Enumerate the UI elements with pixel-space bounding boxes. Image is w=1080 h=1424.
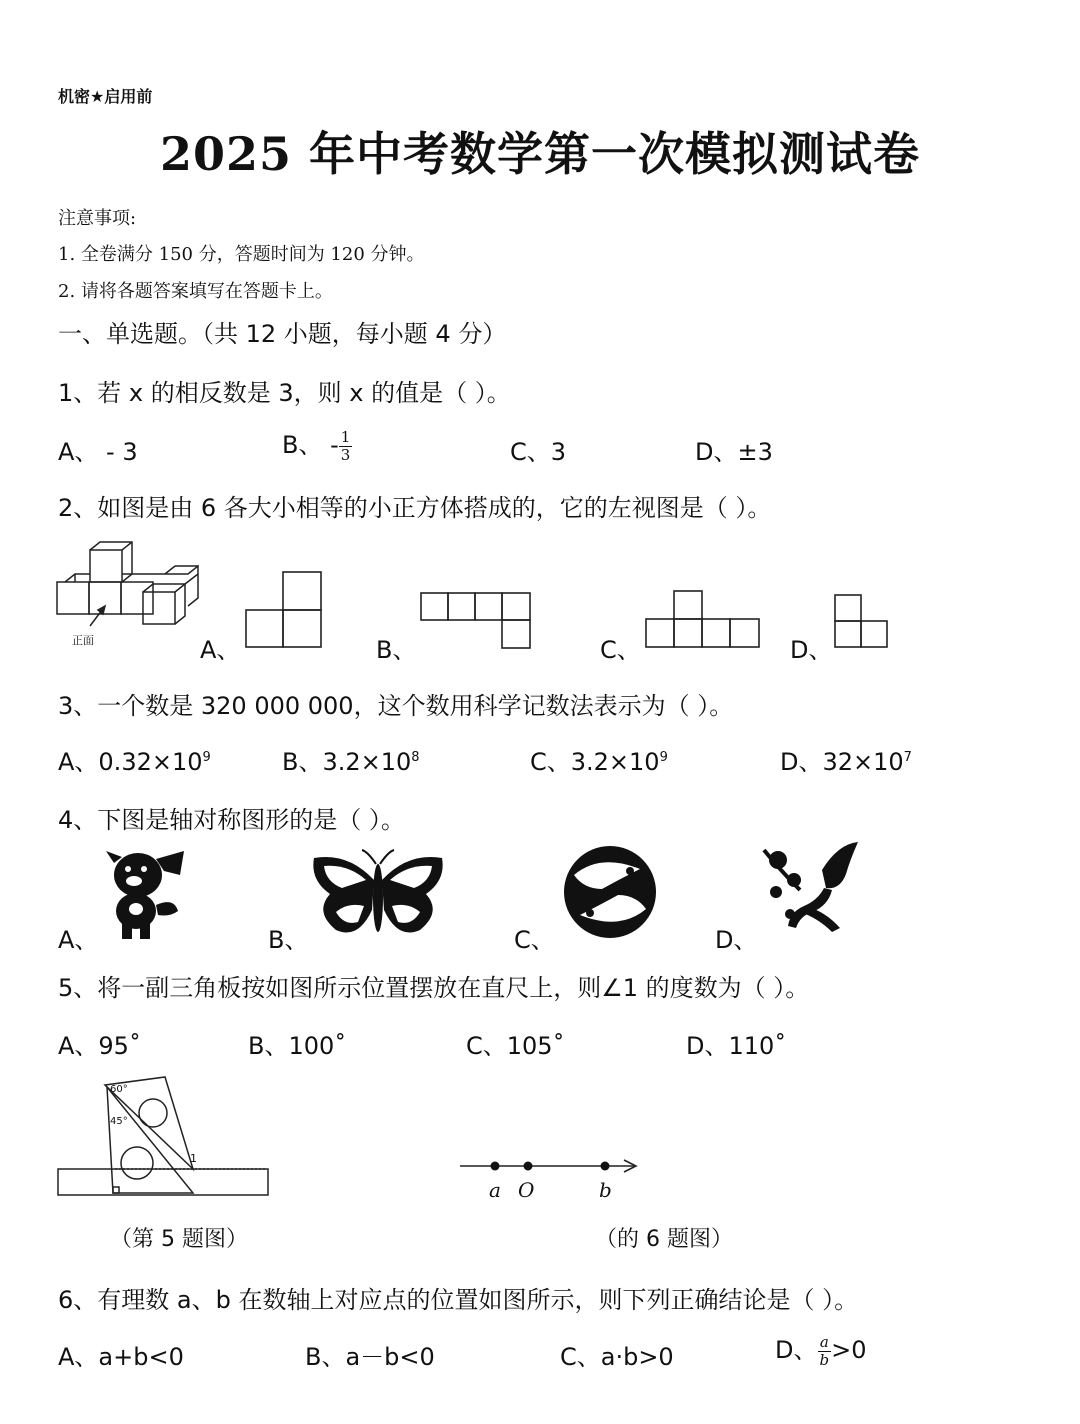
q3-option-d-base: D、32×10: [780, 748, 904, 776]
q3-option-b-exponent: 8: [411, 750, 420, 765]
q2-stem: 2、如图是由 6 各大小相等的小正方体搭成的，它的左视图是（ ）。: [58, 494, 772, 522]
q3-option-b: [282, 742, 420, 777]
q4-pig-icon: [100, 845, 190, 940]
fraction-denominator: b: [819, 1350, 830, 1369]
q4-option-c: C、: [514, 926, 555, 954]
q1-option-c: C、3: [510, 438, 567, 466]
q6-figure-caption: （的 6 题图）: [595, 1227, 733, 1252]
note-item-2: 2. 请将各题答案填写在答题卡上。: [58, 281, 333, 302]
q3-option-c-exponent: 9: [659, 750, 668, 765]
q6-option-d-fraction: [817, 1334, 831, 1369]
q3-option-d-exponent: 7: [903, 750, 912, 765]
q1-option-d: D、±3: [695, 438, 773, 466]
q4-option-b: B、: [268, 926, 309, 954]
q2-option-b-figure: [420, 592, 532, 650]
q2-front-label: 正面: [72, 634, 94, 647]
q6-option-d-prefix: D、: [775, 1336, 818, 1364]
q5-option-c: C、105˚: [466, 1032, 565, 1060]
q1-option-b: [282, 425, 352, 464]
q3-stem: 3、一个数是 320 000 000，这个数用科学记数法表示为（ ）。: [58, 692, 734, 720]
note-item-1: 1. 全卷满分 150 分，答题时间为 120 分钟。: [58, 244, 425, 265]
q3-option-b-base: B、3.2×10: [282, 748, 412, 776]
q5-triangle-ruler-figure: [55, 1075, 271, 1200]
fraction-denominator: 3: [340, 445, 351, 464]
q5-stem: 5、将一副三角板按如图所示位置摆放在直尺上，则∠1 的度数为（ ）。: [58, 974, 810, 1002]
q2-option-a-figure: [245, 571, 323, 649]
q6-label-a: a: [489, 1178, 501, 1202]
q5-angle-45-label: 45°: [110, 1116, 128, 1127]
section-heading: 一、单选题。（共 12 小题，每小题 4 分）: [58, 320, 507, 348]
q5-option-a: A、95˚: [58, 1032, 141, 1060]
q3-option-a-base: A、0.32×10: [58, 748, 203, 776]
q2-option-c: C、: [600, 636, 641, 664]
q4-option-d: D、: [715, 926, 758, 954]
q4-fish-circle-icon: [560, 845, 660, 940]
q5-figure-caption: （第 5 题图）: [110, 1227, 248, 1252]
q5-option-b: B、100˚: [248, 1032, 347, 1060]
q3-option-a-exponent: 9: [202, 750, 211, 765]
q1-stem: 1、若 x 的相反数是 3，则 x 的值是（ ）。: [58, 379, 511, 407]
q3-option-c: [530, 742, 668, 777]
q4-stem: 4、下图是轴对称图形的是（ ）。: [58, 806, 405, 834]
q4-option-a: A、: [58, 926, 99, 954]
q5-option-d: D、110˚: [686, 1032, 787, 1060]
q2-option-d-figure: [834, 594, 890, 650]
confidential-mark: 机密★启用前: [58, 87, 153, 106]
q3-option-d: [780, 742, 912, 777]
q4-butterfly-icon: [308, 850, 448, 945]
q5-angle-1-label: 1: [190, 1152, 197, 1165]
fraction-numerator: a: [819, 1332, 829, 1351]
q2-option-a: A、: [200, 636, 241, 664]
q2-option-d: D、: [790, 636, 833, 664]
q1-option-a: A、 - 3: [58, 438, 138, 466]
q1-option-b-prefix: B、 -: [282, 431, 339, 459]
q3-option-a: [58, 742, 211, 777]
q6-stem: 6、有理数 a、b 在数轴上对应点的位置如图所示，则下列正确结论是（ ）。: [58, 1286, 859, 1314]
q4-bird-branch-icon: [760, 840, 864, 940]
q6-option-d-suffix: >0: [831, 1336, 867, 1364]
q5-angle-60-label: 60°: [110, 1084, 128, 1095]
fraction-numerator: 1: [340, 427, 351, 446]
q2-option-c-figure: [645, 590, 761, 648]
q6-option-c: C、a·b>0: [560, 1343, 674, 1371]
q6-option-d: [775, 1330, 866, 1369]
q6-option-b: B、a－b<0: [305, 1343, 435, 1371]
q3-option-c-base: C、3.2×10: [530, 748, 660, 776]
notes-heading: 注意事项:: [58, 208, 137, 229]
q6-label-b: b: [599, 1178, 612, 1202]
q6-label-origin: O: [518, 1178, 535, 1202]
q6-number-line-figure: [458, 1156, 640, 1176]
page-title: 2025 年中考数学第一次模拟测试卷: [159, 127, 921, 181]
q1-option-b-fraction: [339, 429, 353, 464]
q2-option-b: B、: [376, 636, 417, 664]
q6-option-a: A、a+b<0: [58, 1343, 184, 1371]
